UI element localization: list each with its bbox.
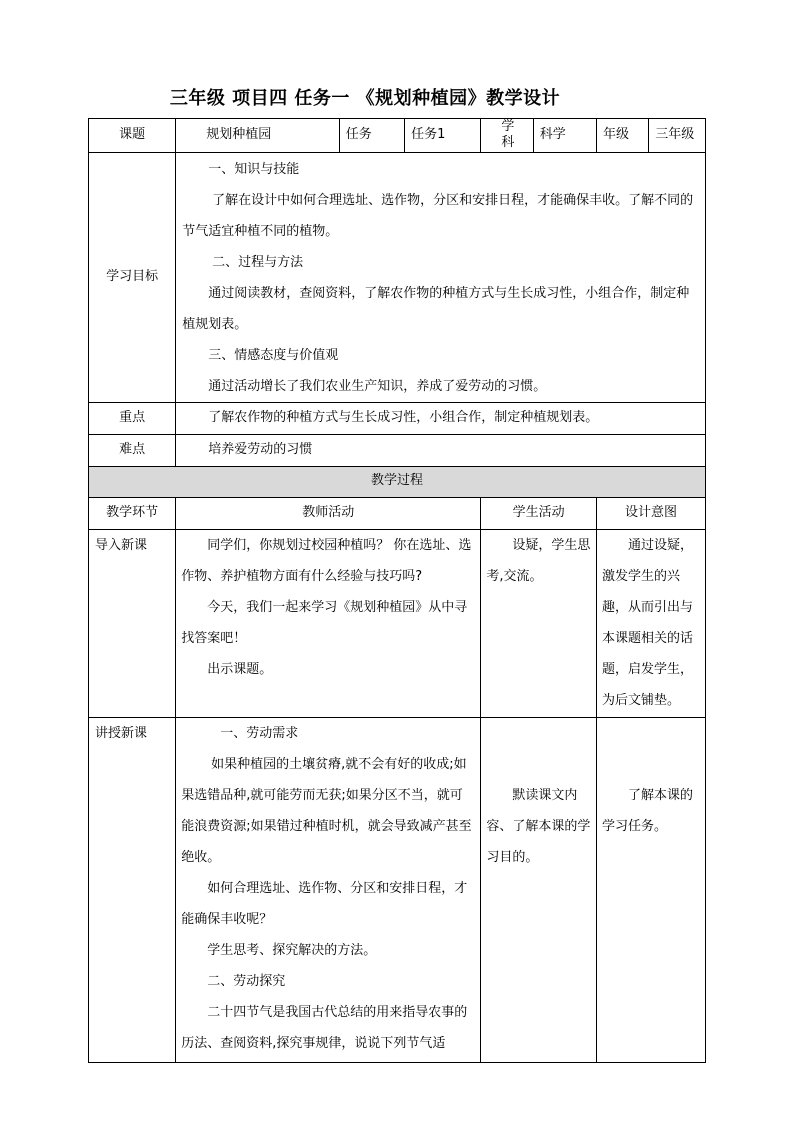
student-activity-intro [481, 529, 597, 717]
process-title-row [89, 466, 706, 497]
task-label: 任务 [339, 119, 404, 153]
objective-text-1: 了解在设计中如何合理选址、选作物，分区和安排日程，才能确保丰收。了解不同的节气适宜种植不同的植物。 [182, 192, 694, 239]
new-text-2: 如果种植园的土壤贫瘠,就不会有好的收成;如果选错品种,就可能劳而无获;如果分区不当，就可能浪费资源;如果错过种植时机，就会导致减产甚至绝收。 [181, 756, 472, 865]
process-header-row [89, 497, 706, 529]
design-intent-intro [596, 529, 705, 717]
objective-text-2: 通过阅读教材，查阅资料，了解农作物的种植方式与生长成习性，小组合作，制定种植规划表。 [182, 285, 690, 332]
objective-heading-3: 三、情感态度与价值观 [208, 347, 339, 363]
new-intent-text: 了解本课的学习任务。 [601, 787, 693, 834]
objective-text-3: 通过活动增长了我们农业生产知识，养成了爱劳动的习惯。 [208, 378, 547, 394]
new-text-1: 一、劳动需求 [220, 725, 299, 741]
stage-new-lesson [89, 717, 176, 1062]
intro-text-1: 同学们，你规划过校园种植吗？ 你在选址、选作物、养护植物方面有什么经验与技巧吗? [181, 537, 472, 584]
column-student-header: 学生活动 [481, 497, 597, 529]
subject-value: 科学 [533, 119, 596, 153]
lesson-plan-table [88, 118, 706, 1063]
topic-label: 课题 [89, 119, 176, 153]
column-stage-header: 教学环节 [89, 497, 176, 529]
grade-label: 年级 [596, 119, 648, 153]
intro-text-2: 今天，我们一起来学习《规划种植园》从中寻找答案吧！ [181, 599, 468, 646]
key-point-row [89, 402, 706, 434]
process-title: 教学过程 [89, 466, 706, 497]
stage-new-lesson-label: 讲授新课 [95, 725, 148, 741]
key-point-label: 重点 [89, 402, 176, 434]
intro-student-text: 设疑，学生思考,交流。 [486, 537, 591, 584]
key-point-value: 了解农作物的种植方式与生长成习性，小组合作，制定种植规划表。 [176, 402, 706, 434]
teacher-activity-intro [176, 529, 481, 717]
difficulty-value: 培养爱劳动的习惯 [176, 434, 706, 466]
task-value: 任务1 [405, 119, 481, 153]
student-activity-new [481, 717, 597, 1062]
objectives-row [89, 152, 706, 402]
new-text-6: 二十四节气是我国古代总结的用来指导农事的历法、查阅资料,探究事规律，说说下列节气适 [181, 1004, 468, 1051]
stage-intro [89, 529, 176, 717]
intro-text-3: 出示课题。 [207, 661, 273, 677]
stage-intro-label: 导入新课 [95, 537, 148, 553]
objective-heading-1: 一、知识与技能 [208, 161, 300, 177]
design-intent-new [596, 717, 705, 1062]
objectives-label: 学习目标 [89, 152, 176, 402]
process-row-new [89, 717, 706, 1062]
difficulty-label: 难点 [89, 434, 176, 466]
subject-label: 学科 [481, 119, 533, 153]
teacher-activity-new [176, 717, 481, 1062]
intro-intent-text: 通过设疑，激发学生的兴趣，从而引出与本课题相关的话题，启发学生，为后文铺垫。 [601, 537, 693, 708]
column-teacher-header: 教师活动 [176, 497, 481, 529]
grade-value: 三年级 [649, 119, 706, 153]
new-text-4: 学生思考、探究解决的方法。 [207, 942, 377, 958]
document-title: 三年级 项目四 任务一 《规划种植园》教学设计 [169, 88, 561, 109]
new-text-3: 如何合理选址、选作物、分区和安排日程，才能确保丰收呢？ [181, 880, 468, 927]
difficulty-row [89, 434, 706, 466]
header-row [89, 119, 706, 153]
new-student-text: 默读课文内容、了解本课的学习目的。 [486, 787, 591, 865]
process-row-intro [89, 529, 706, 717]
column-intent-header: 设计意图 [596, 497, 705, 529]
objective-heading-2: 二、过程与方法 [212, 254, 304, 270]
new-text-5: 二、劳动探究 [207, 973, 286, 989]
objectives-content [176, 152, 706, 402]
topic-value: 规划种植园 [176, 119, 340, 153]
